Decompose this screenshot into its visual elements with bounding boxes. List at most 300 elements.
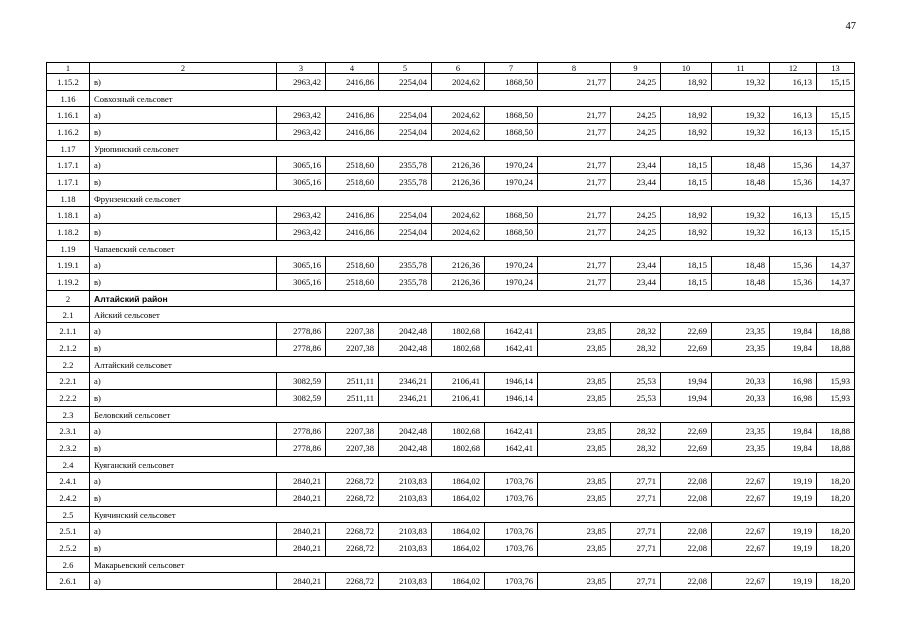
value-cell: 2106,41 (432, 390, 485, 407)
value-cell: 2518,60 (326, 174, 379, 191)
column-number-header: 3 (277, 63, 326, 74)
row-code: 1.19.1 (47, 257, 90, 274)
row-code: 2.2.2 (47, 390, 90, 407)
value-cell: 22,67 (712, 473, 770, 490)
table-row (47, 440, 855, 457)
value-cell: 19,32 (712, 207, 770, 224)
section-name: Куяганский сельсовет (90, 457, 855, 473)
value-cell: 1970,24 (485, 257, 538, 274)
value-cell: 27,71 (611, 473, 661, 490)
section-row (47, 457, 855, 473)
value-cell: 23,85 (538, 323, 611, 340)
value-cell: 1703,76 (485, 540, 538, 557)
table-row (47, 340, 855, 357)
value-cell: 2416,86 (326, 207, 379, 224)
value-cell: 22,67 (712, 540, 770, 557)
value-cell: 1946,14 (485, 373, 538, 390)
value-cell: 2963,42 (277, 74, 326, 91)
value-cell: 23,44 (611, 174, 661, 191)
value-cell: 27,71 (611, 523, 661, 540)
value-cell: 2103,83 (379, 540, 432, 557)
value-cell: 2254,04 (379, 207, 432, 224)
value-cell: 19,84 (770, 423, 817, 440)
value-cell: 2416,86 (326, 74, 379, 91)
value-cell: 18,48 (712, 174, 770, 191)
column-number-header: 10 (661, 63, 712, 74)
value-cell: 19,84 (770, 340, 817, 357)
value-cell: 2840,21 (277, 473, 326, 490)
value-cell: 19,19 (770, 490, 817, 507)
column-number-header: 8 (538, 63, 611, 74)
row-code: 2.1.2 (47, 340, 90, 357)
value-cell: 2778,86 (277, 340, 326, 357)
value-cell: 1802,68 (432, 440, 485, 457)
row-code: 1.18.1 (47, 207, 90, 224)
value-cell: 2268,72 (326, 490, 379, 507)
table-row (47, 540, 855, 557)
value-cell: 2355,78 (379, 157, 432, 174)
value-cell: 23,85 (538, 440, 611, 457)
value-cell: 15,36 (770, 157, 817, 174)
value-cell: 24,25 (611, 224, 661, 241)
value-cell: 19,32 (712, 74, 770, 91)
value-cell: 22,08 (661, 473, 712, 490)
value-cell: 18,48 (712, 257, 770, 274)
row-code: 2.1 (47, 307, 90, 323)
page-number: 47 (845, 21, 856, 32)
table-row (47, 490, 855, 507)
row-code: 2.2 (47, 357, 90, 373)
value-cell: 16,13 (770, 74, 817, 91)
value-cell: 19,32 (712, 107, 770, 124)
value-cell: 1946,14 (485, 390, 538, 407)
row-code: 2.4.2 (47, 490, 90, 507)
row-code: 1.18.2 (47, 224, 90, 241)
value-cell: 18,92 (661, 224, 712, 241)
section-name: Чапаевский сельсовет (90, 241, 855, 257)
row-label: в) (90, 124, 277, 141)
value-cell: 19,19 (770, 473, 817, 490)
value-cell: 16,13 (770, 107, 817, 124)
value-cell: 21,77 (538, 274, 611, 291)
value-cell: 14,37 (817, 274, 855, 291)
section-name: Фрунзенский сельсовет (90, 191, 855, 207)
table-body (47, 63, 855, 590)
value-cell: 23,44 (611, 257, 661, 274)
value-cell: 15,36 (770, 274, 817, 291)
value-cell: 23,85 (538, 490, 611, 507)
table-row (47, 323, 855, 340)
value-cell: 2840,21 (277, 523, 326, 540)
table-header-row (47, 63, 855, 74)
value-cell: 14,37 (817, 174, 855, 191)
value-cell: 24,25 (611, 107, 661, 124)
value-cell: 23,85 (538, 523, 611, 540)
value-cell: 24,25 (611, 74, 661, 91)
value-cell: 23,44 (611, 157, 661, 174)
table-row (47, 423, 855, 440)
value-cell: 2042,48 (379, 323, 432, 340)
value-cell: 16,13 (770, 224, 817, 241)
column-number-header: 4 (326, 63, 379, 74)
value-cell: 2268,72 (326, 473, 379, 490)
value-cell: 23,35 (712, 323, 770, 340)
value-cell: 15,36 (770, 174, 817, 191)
row-label: а) (90, 373, 277, 390)
value-cell: 23,85 (538, 473, 611, 490)
value-cell: 22,69 (661, 423, 712, 440)
value-cell: 2518,60 (326, 257, 379, 274)
value-cell: 18,92 (661, 107, 712, 124)
row-code: 2.1.1 (47, 323, 90, 340)
row-code: 2.3 (47, 407, 90, 423)
value-cell: 18,88 (817, 323, 855, 340)
section-row (47, 141, 855, 157)
row-code: 1.16 (47, 91, 90, 107)
value-cell: 25,53 (611, 373, 661, 390)
value-cell: 18,20 (817, 473, 855, 490)
row-label: в) (90, 540, 277, 557)
value-cell: 18,88 (817, 340, 855, 357)
value-cell: 23,85 (538, 540, 611, 557)
value-cell: 2207,38 (326, 323, 379, 340)
value-cell: 2355,78 (379, 274, 432, 291)
value-cell: 25,53 (611, 390, 661, 407)
table-row (47, 224, 855, 241)
value-cell: 2103,83 (379, 490, 432, 507)
value-cell: 1864,02 (432, 540, 485, 557)
value-cell: 2103,83 (379, 473, 432, 490)
value-cell: 22,08 (661, 540, 712, 557)
value-cell: 3082,59 (277, 390, 326, 407)
value-cell: 23,35 (712, 423, 770, 440)
table-row (47, 523, 855, 540)
value-cell: 14,37 (817, 157, 855, 174)
value-cell: 18,92 (661, 124, 712, 141)
value-cell: 23,85 (538, 423, 611, 440)
row-label: а) (90, 323, 277, 340)
value-cell: 19,19 (770, 573, 817, 590)
value-cell: 1802,68 (432, 323, 485, 340)
value-cell: 22,08 (661, 523, 712, 540)
tariff-table (46, 62, 855, 590)
value-cell: 2042,48 (379, 423, 432, 440)
value-cell: 23,85 (538, 340, 611, 357)
value-cell: 18,20 (817, 523, 855, 540)
row-label: а) (90, 523, 277, 540)
value-cell: 2518,60 (326, 157, 379, 174)
value-cell: 21,77 (538, 174, 611, 191)
column-number-header: 7 (485, 63, 538, 74)
table-row (47, 390, 855, 407)
row-code: 1.16.2 (47, 124, 90, 141)
value-cell: 2778,86 (277, 323, 326, 340)
table-row (47, 174, 855, 191)
value-cell: 16,13 (770, 124, 817, 141)
value-cell: 1864,02 (432, 523, 485, 540)
row-label: в) (90, 274, 277, 291)
value-cell: 14,37 (817, 257, 855, 274)
table-row (47, 274, 855, 291)
table-row (47, 573, 855, 590)
value-cell: 19,32 (712, 224, 770, 241)
table-row (47, 473, 855, 490)
value-cell: 2963,42 (277, 224, 326, 241)
value-cell: 2126,36 (432, 257, 485, 274)
column-number-header: 9 (611, 63, 661, 74)
row-code: 1.17.1 (47, 174, 90, 191)
table-row (47, 124, 855, 141)
value-cell: 27,71 (611, 490, 661, 507)
value-cell: 15,15 (817, 207, 855, 224)
row-code: 1.19 (47, 241, 90, 257)
value-cell: 18,92 (661, 207, 712, 224)
value-cell: 22,69 (661, 340, 712, 357)
value-cell: 2268,72 (326, 523, 379, 540)
value-cell: 1703,76 (485, 490, 538, 507)
row-code: 2.4.1 (47, 473, 90, 490)
value-cell: 2207,38 (326, 340, 379, 357)
value-cell: 19,94 (661, 373, 712, 390)
value-cell: 2416,86 (326, 224, 379, 241)
row-label: а) (90, 473, 277, 490)
value-cell: 28,32 (611, 340, 661, 357)
row-label: а) (90, 157, 277, 174)
section-name: Макарьевский сельсовет (90, 557, 855, 573)
value-cell: 24,25 (611, 124, 661, 141)
value-cell: 22,08 (661, 573, 712, 590)
value-cell: 19,84 (770, 323, 817, 340)
value-cell: 18,15 (661, 274, 712, 291)
value-cell: 2346,21 (379, 373, 432, 390)
value-cell: 2103,83 (379, 523, 432, 540)
value-cell: 1868,50 (485, 74, 538, 91)
value-cell: 21,77 (538, 74, 611, 91)
value-cell: 2254,04 (379, 224, 432, 241)
value-cell: 3065,16 (277, 257, 326, 274)
section-row (47, 357, 855, 373)
value-cell: 28,32 (611, 440, 661, 457)
row-label: в) (90, 224, 277, 241)
value-cell: 20,33 (712, 373, 770, 390)
value-cell: 2024,62 (432, 224, 485, 241)
value-cell: 2207,38 (326, 440, 379, 457)
row-code: 2.2.1 (47, 373, 90, 390)
value-cell: 2840,21 (277, 490, 326, 507)
value-cell: 1970,24 (485, 174, 538, 191)
value-cell: 15,93 (817, 373, 855, 390)
column-number-header: 11 (712, 63, 770, 74)
value-cell: 2355,78 (379, 174, 432, 191)
section-name: Алтайский сельсовет (90, 357, 855, 373)
value-cell: 28,32 (611, 423, 661, 440)
row-label: в) (90, 174, 277, 191)
value-cell: 1703,76 (485, 473, 538, 490)
row-code: 1.18 (47, 191, 90, 207)
district-name: Алтайский район (90, 291, 855, 307)
value-cell: 2254,04 (379, 124, 432, 141)
column-number-header: 1 (47, 63, 90, 74)
value-cell: 18,88 (817, 423, 855, 440)
value-cell: 2963,42 (277, 107, 326, 124)
value-cell: 18,15 (661, 157, 712, 174)
value-cell: 2511,11 (326, 390, 379, 407)
row-code: 2.5 (47, 507, 90, 523)
value-cell: 19,19 (770, 523, 817, 540)
value-cell: 2024,62 (432, 124, 485, 141)
row-code: 2.6 (47, 557, 90, 573)
value-cell: 1868,50 (485, 207, 538, 224)
value-cell: 1642,41 (485, 323, 538, 340)
value-cell: 21,77 (538, 224, 611, 241)
row-code: 2.6.1 (47, 573, 90, 590)
value-cell: 24,25 (611, 207, 661, 224)
value-cell: 19,19 (770, 540, 817, 557)
value-cell: 1970,24 (485, 274, 538, 291)
value-cell: 22,67 (712, 573, 770, 590)
value-cell: 18,48 (712, 157, 770, 174)
value-cell: 2254,04 (379, 74, 432, 91)
section-row (47, 507, 855, 523)
value-cell: 2778,86 (277, 440, 326, 457)
value-cell: 2346,21 (379, 390, 432, 407)
value-cell: 2024,62 (432, 207, 485, 224)
value-cell: 15,15 (817, 224, 855, 241)
value-cell: 1970,24 (485, 157, 538, 174)
value-cell: 22,67 (712, 490, 770, 507)
row-label: а) (90, 257, 277, 274)
value-cell: 22,69 (661, 440, 712, 457)
value-cell: 21,77 (538, 257, 611, 274)
value-cell: 1864,02 (432, 573, 485, 590)
section-name: Айский сельсовет (90, 307, 855, 323)
value-cell: 15,36 (770, 257, 817, 274)
value-cell: 15,15 (817, 124, 855, 141)
value-cell: 23,85 (538, 390, 611, 407)
value-cell: 1868,50 (485, 224, 538, 241)
value-cell: 22,08 (661, 490, 712, 507)
value-cell: 21,77 (538, 124, 611, 141)
value-cell: 2042,48 (379, 440, 432, 457)
value-cell: 2207,38 (326, 423, 379, 440)
value-cell: 1703,76 (485, 573, 538, 590)
value-cell: 2126,36 (432, 174, 485, 191)
value-cell: 2254,04 (379, 107, 432, 124)
section-row (47, 407, 855, 423)
section-row (47, 191, 855, 207)
row-label: а) (90, 423, 277, 440)
value-cell: 2840,21 (277, 540, 326, 557)
table-row (47, 257, 855, 274)
value-cell: 16,98 (770, 390, 817, 407)
value-cell: 18,48 (712, 274, 770, 291)
value-cell: 2416,86 (326, 124, 379, 141)
row-code: 1.17.1 (47, 157, 90, 174)
column-number-header: 5 (379, 63, 432, 74)
value-cell: 21,77 (538, 107, 611, 124)
value-cell: 18,15 (661, 174, 712, 191)
row-code: 1.17 (47, 141, 90, 157)
table-row (47, 157, 855, 174)
value-cell: 18,92 (661, 74, 712, 91)
section-name: Беловский сельсовет (90, 407, 855, 423)
value-cell: 1642,41 (485, 423, 538, 440)
row-label: в) (90, 490, 277, 507)
value-cell: 2268,72 (326, 540, 379, 557)
value-cell: 18,20 (817, 490, 855, 507)
value-cell: 19,94 (661, 390, 712, 407)
value-cell: 15,93 (817, 390, 855, 407)
value-cell: 2024,62 (432, 74, 485, 91)
value-cell: 2355,78 (379, 257, 432, 274)
value-cell: 2126,36 (432, 274, 485, 291)
value-cell: 21,77 (538, 207, 611, 224)
value-cell: 1868,50 (485, 107, 538, 124)
row-label: а) (90, 573, 277, 590)
value-cell: 2042,48 (379, 340, 432, 357)
table-row (47, 373, 855, 390)
value-cell: 22,69 (661, 323, 712, 340)
value-cell: 23,85 (538, 373, 611, 390)
value-cell: 2126,36 (432, 157, 485, 174)
column-number-header: 2 (90, 63, 277, 74)
row-code: 2 (47, 291, 90, 307)
row-code: 1.19.2 (47, 274, 90, 291)
row-label: а) (90, 107, 277, 124)
row-code: 2.5.1 (47, 523, 90, 540)
value-cell: 2024,62 (432, 107, 485, 124)
section-row (47, 241, 855, 257)
row-label: а) (90, 207, 277, 224)
value-cell: 2963,42 (277, 207, 326, 224)
section-row (47, 91, 855, 107)
table-row (47, 107, 855, 124)
value-cell: 18,15 (661, 257, 712, 274)
section-row (47, 557, 855, 573)
district-row (47, 291, 855, 307)
value-cell: 3065,16 (277, 157, 326, 174)
value-cell: 1864,02 (432, 473, 485, 490)
value-cell: 2840,21 (277, 573, 326, 590)
value-cell: 23,35 (712, 440, 770, 457)
value-cell: 2518,60 (326, 274, 379, 291)
value-cell: 20,33 (712, 390, 770, 407)
value-cell: 16,13 (770, 207, 817, 224)
value-cell: 19,32 (712, 124, 770, 141)
value-cell: 19,84 (770, 440, 817, 457)
value-cell: 18,20 (817, 573, 855, 590)
column-number-header: 12 (770, 63, 817, 74)
value-cell: 1703,76 (485, 523, 538, 540)
value-cell: 1802,68 (432, 340, 485, 357)
value-cell: 23,85 (538, 573, 611, 590)
value-cell: 18,88 (817, 440, 855, 457)
table-row (47, 207, 855, 224)
value-cell: 28,32 (611, 323, 661, 340)
value-cell: 2106,41 (432, 373, 485, 390)
value-cell: 18,20 (817, 540, 855, 557)
row-label: в) (90, 390, 277, 407)
value-cell: 2963,42 (277, 124, 326, 141)
section-name: Куячинский сельсовет (90, 507, 855, 523)
value-cell: 22,67 (712, 523, 770, 540)
value-cell: 23,44 (611, 274, 661, 291)
section-name: Совхозный сельсовет (90, 91, 855, 107)
row-label: в) (90, 74, 277, 91)
row-code: 2.3.2 (47, 440, 90, 457)
value-cell: 1868,50 (485, 124, 538, 141)
value-cell: 3082,59 (277, 373, 326, 390)
